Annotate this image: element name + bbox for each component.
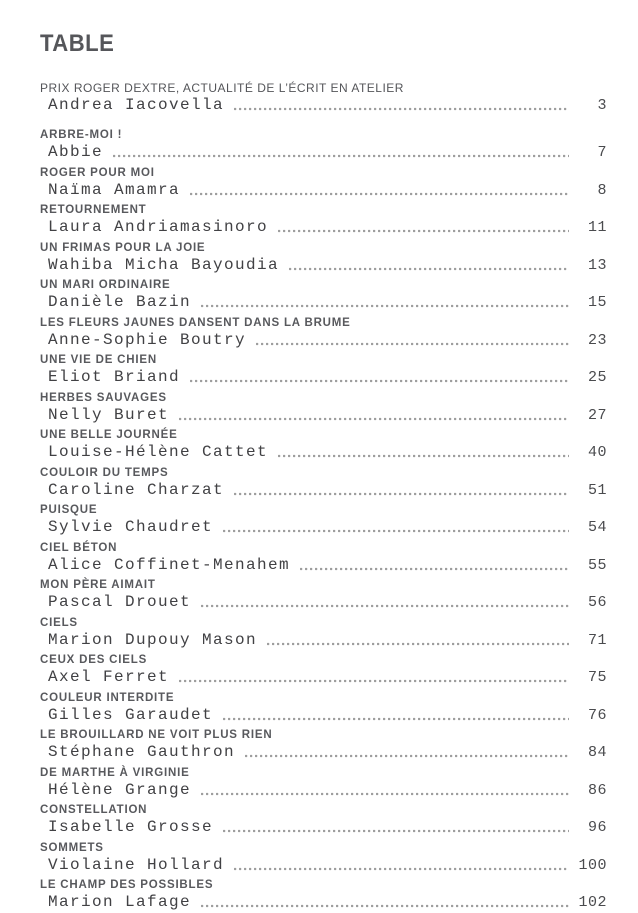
entry-title: UNE VIE DE CHIEN [40, 354, 157, 366]
entry-page-number: 84 [587, 744, 607, 761]
entry-page-number: 76 [587, 706, 607, 724]
dotted-leader [113, 154, 569, 158]
entry-line [40, 217, 607, 238]
entry-author: Axel Ferret [48, 668, 170, 686]
entry-page-number: 75 [587, 669, 607, 686]
toc-entry [40, 804, 607, 838]
toc-entry [40, 129, 607, 163]
entry-line [40, 142, 607, 163]
entry-page-number: 86 [587, 781, 607, 799]
entry-title: CIELS [40, 616, 78, 629]
entry-title: PRIX ROGER DEXTRE, ACTUALITÉ DE L’ÉCRIT EN ATELIER [40, 81, 404, 95]
entry-line [40, 95, 607, 116]
dotted-leader [201, 792, 569, 796]
entry-page-number: 25 [587, 369, 607, 386]
entry-line [40, 255, 607, 276]
toc-entry [40, 279, 607, 313]
toc-entry [40, 467, 607, 501]
entry-author: Caroline Charzat [48, 480, 225, 499]
entry-author: Wahiba Micha Bayoudia [48, 255, 280, 274]
entry-page-number: 51 [587, 481, 607, 499]
entry-page-number: 56 [587, 594, 607, 611]
page-title: TABLE [40, 30, 115, 57]
entry-title: MON PÈRE AIMAIT [40, 579, 156, 591]
entry-title: UN FRIMAS POUR LA JOIE [40, 241, 206, 254]
entry-page-number: 7 [597, 144, 607, 161]
entry-author: Louise-Hélène Cattet [48, 443, 269, 461]
entry-page-number: 54 [587, 519, 607, 536]
toc-entry [40, 542, 607, 576]
entry-author: Marion Lafage [48, 893, 192, 911]
entry-author: Marion Dupouy Mason [48, 630, 258, 649]
entry-title: SOMMETS [40, 841, 104, 854]
toc-entry [40, 242, 607, 276]
toc-entry [40, 842, 607, 876]
entry-line [40, 817, 607, 838]
entry-title: PUISQUE [40, 504, 98, 516]
entry-title: COULOIR DU TEMPS [40, 466, 169, 479]
dotted-leader [201, 304, 569, 308]
entry-line [40, 592, 607, 613]
toc-entry [40, 729, 607, 763]
entry-author: Gilles Garaudet [48, 705, 214, 724]
entry-line [40, 405, 607, 426]
entry-title: CONSTELLATION [40, 804, 148, 816]
entry-line [40, 705, 607, 726]
dotted-leader [223, 829, 569, 833]
entry-author: Violaine Hollard [48, 855, 225, 874]
entry-title: LE BROUILLARD NE VOIT PLUS RIEN [40, 729, 273, 741]
dotted-leader [278, 229, 569, 233]
dotted-leader [278, 454, 569, 458]
entry-line [40, 667, 607, 688]
entry-author: Danièle Bazin [48, 293, 192, 311]
entry-title: ROGER POUR MOI [40, 166, 155, 179]
entry-page-number: 102 [578, 894, 607, 911]
entry-author: Sylvie Chaudret [48, 518, 214, 536]
dotted-leader [223, 717, 569, 721]
entry-page-number: 27 [587, 406, 607, 424]
dotted-leader [179, 417, 569, 421]
entry-title: CIEL BÉTON [40, 541, 118, 554]
entry-title: HERBES SAUVAGES [40, 391, 167, 404]
entry-line [40, 480, 607, 501]
toc-entry [40, 204, 607, 238]
entry-page-number: 13 [587, 256, 607, 274]
dotted-leader [190, 379, 569, 383]
entry-title: RETOURNEMENT [40, 204, 147, 216]
entry-line [40, 855, 607, 876]
entry-page-number: 8 [597, 181, 607, 199]
entry-author: Alice Coffinet-Menahem [48, 555, 291, 574]
toc-entry [40, 654, 607, 688]
entry-line [40, 780, 607, 801]
dotted-leader [245, 754, 569, 758]
dotted-leader [234, 492, 569, 496]
entry-line [40, 292, 607, 313]
toc-entry [40, 579, 607, 613]
entry-author: Andrea Iacovella [48, 96, 225, 114]
dotted-leader [223, 529, 569, 533]
toc-entry [40, 392, 607, 426]
toc-entry [40, 429, 607, 463]
entry-title: LE CHAMP DES POSSIBLES [40, 879, 214, 891]
toc-entry [40, 317, 607, 351]
entry-author: Stéphane Gauthron [48, 743, 236, 761]
entry-title: LES FLEURS JAUNES DANSENT DANS LA BRUME [40, 316, 351, 329]
entry-line [40, 555, 607, 576]
toc-entry [40, 82, 607, 116]
toc-entry [40, 767, 607, 801]
entry-author: Laura Andriamasinoro [48, 218, 269, 236]
entry-page-number: 96 [587, 819, 607, 836]
entry-author: Anne-Sophie Boutry [48, 330, 247, 349]
dotted-leader [234, 867, 569, 871]
dotted-leader [267, 642, 569, 646]
entry-page-number: 100 [578, 856, 607, 874]
toc-entry [40, 504, 607, 538]
entry-title: UN MARI ORDINAIRE [40, 279, 171, 291]
entry-author: Isabelle Grosse [48, 818, 214, 836]
entry-page-number: 23 [587, 331, 607, 349]
entry-line [40, 330, 607, 351]
toc-entry [40, 354, 607, 388]
dotted-leader [300, 567, 569, 571]
toc-entry [40, 692, 607, 726]
toc-entry [40, 617, 607, 651]
entry-title: COULEUR INTERDITE [40, 691, 175, 704]
entry-page-number: 15 [587, 294, 607, 311]
toc-entry [40, 167, 607, 201]
entry-author: Abbie [48, 143, 104, 161]
entry-page-number: 55 [587, 556, 607, 574]
entry-page-number: 71 [587, 631, 607, 649]
entry-page-number: 40 [587, 444, 607, 461]
entry-title: DE MARTHE À VIRGINIE [40, 766, 190, 779]
entry-page-number: 11 [587, 219, 607, 236]
dotted-leader [234, 107, 569, 111]
entry-line [40, 517, 607, 538]
entry-author: Eliot Briand [48, 368, 181, 386]
entry-line [40, 892, 607, 913]
entry-line [40, 630, 607, 651]
toc-list [40, 82, 607, 913]
dotted-leader [201, 904, 569, 908]
entry-title: UNE BELLE JOURNÉE [40, 429, 178, 441]
entry-author: Nelly Buret [48, 405, 170, 424]
entry-author: Hélène Grange [48, 780, 192, 799]
entry-line [40, 367, 607, 388]
entry-line [40, 442, 607, 463]
entry-author: Naïma Amamra [48, 180, 181, 199]
entry-page-number: 3 [597, 97, 607, 114]
entry-line [40, 742, 607, 763]
dotted-leader [289, 267, 569, 271]
dotted-leader [201, 604, 569, 608]
dotted-leader [179, 679, 569, 683]
toc-entry [40, 879, 607, 913]
entry-author: Pascal Drouet [48, 593, 192, 611]
entry-line [40, 180, 607, 201]
entry-title: CEUX DES CIELS [40, 654, 148, 666]
dotted-leader [190, 192, 569, 196]
dotted-leader [256, 342, 569, 346]
entry-title: ARBRE-MOI ! [40, 129, 123, 141]
